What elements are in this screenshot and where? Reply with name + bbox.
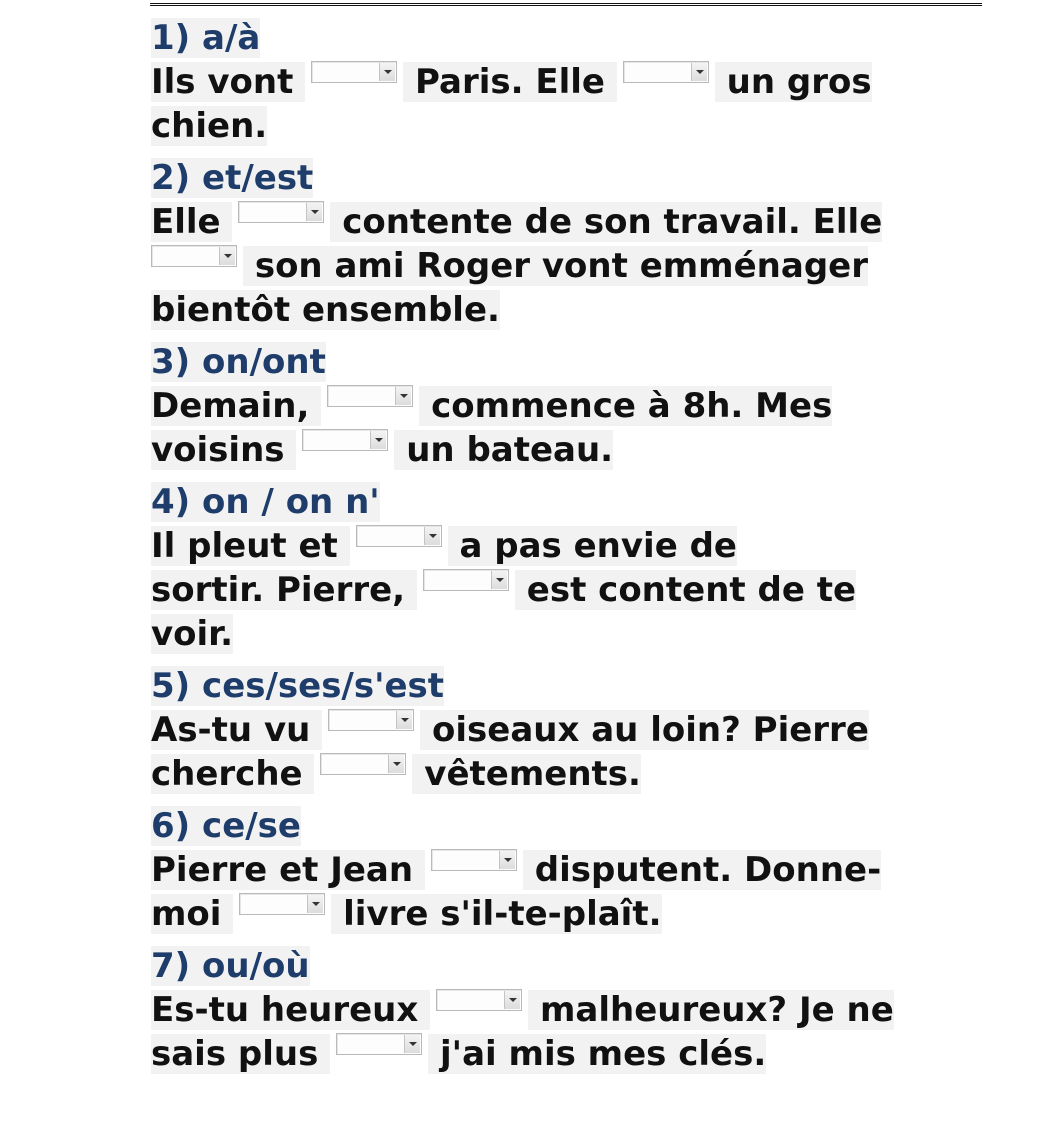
exercise-title [151, 341, 961, 384]
sentence-line [151, 988, 961, 1032]
sentence-text: a pas envie de [447, 526, 737, 566]
sentence-text: voisins [151, 430, 297, 470]
top-rule [150, 0, 982, 6]
sentence-text: voir. [151, 614, 234, 654]
answer-dropdown-2-1[interactable] [238, 201, 324, 223]
answer-dropdown-5-2[interactable] [320, 753, 406, 775]
sentence-text: Demain, [151, 386, 322, 426]
sentence-text: un bateau. [394, 430, 614, 470]
exercise-sentence [151, 384, 961, 472]
sentence-text: Es-tu heureux [151, 990, 431, 1030]
chevron-down-icon[interactable] [404, 1035, 420, 1053]
sentence-line [151, 524, 961, 568]
exercise-sentence [151, 524, 961, 656]
answer-dropdown-6-2[interactable] [239, 893, 325, 915]
answer-dropdown-7-1[interactable] [436, 989, 522, 1011]
answer-dropdown-5-1[interactable] [328, 709, 414, 731]
exercise-title-text: 3) on/ont [151, 342, 326, 382]
sentence-line [151, 384, 961, 428]
chevron-down-icon[interactable] [504, 991, 520, 1009]
answer-dropdown-6-1[interactable] [431, 849, 517, 871]
chevron-down-icon[interactable] [396, 711, 412, 729]
sentence-line [151, 1032, 961, 1076]
exercise-title [151, 17, 961, 60]
sentence-line [151, 708, 961, 752]
chevron-down-icon[interactable] [395, 387, 411, 405]
exercise-2 [151, 157, 961, 332]
exercise-1 [151, 17, 961, 148]
sentence-line [151, 104, 961, 148]
answer-dropdown-2-2[interactable] [151, 245, 237, 267]
exercise-sentence [151, 988, 961, 1076]
sentence-text: commence à 8h. Mes [419, 386, 833, 426]
chevron-down-icon[interactable] [379, 63, 395, 81]
sentence-text: chien. [151, 106, 268, 146]
sentence-text: sortir. Pierre, [151, 570, 417, 610]
sentence-line [151, 288, 961, 332]
sentence-line [151, 60, 961, 104]
answer-dropdown-3-1[interactable] [327, 385, 413, 407]
sentence-text: Elle [151, 202, 233, 242]
exercise-sentence [151, 708, 961, 796]
sentence-text: bientôt ensemble. [151, 290, 500, 330]
sentence-text: cherche [151, 754, 315, 794]
exercise-title [151, 945, 961, 988]
sentence-line [151, 428, 961, 472]
sentence-text: sais plus [151, 1034, 331, 1074]
sentence-text: j'ai mis mes clés. [428, 1034, 767, 1074]
exercise-title-text: 2) et/est [151, 158, 314, 198]
exercise-4 [151, 481, 961, 656]
exercise-title-text: 6) ce/se [151, 806, 301, 846]
sentence-text: disputent. Donne- [522, 850, 882, 890]
sentence-text: oiseaux au loin? Pierre [420, 710, 869, 750]
answer-dropdown-1-2[interactable] [623, 61, 709, 83]
sentence-text: As-tu vu [151, 710, 323, 750]
sentence-text: son ami Roger vont emménager [243, 246, 868, 286]
exercise-title [151, 481, 961, 524]
sentence-line [151, 612, 961, 656]
exercise-title-text: 1) a/à [151, 18, 261, 58]
chevron-down-icon[interactable] [491, 571, 507, 589]
sentence-text: livre s'il-te-plaît. [331, 894, 662, 934]
chevron-down-icon[interactable] [499, 851, 515, 869]
answer-dropdown-4-2[interactable] [423, 569, 509, 591]
chevron-down-icon[interactable] [370, 431, 386, 449]
sentence-text: Ils vont [151, 62, 306, 102]
sentence-text: malheureux? Je ne [528, 990, 894, 1030]
sentence-line [151, 892, 961, 936]
answer-dropdown-1-1[interactable] [311, 61, 397, 83]
exercise-3 [151, 341, 961, 472]
sentence-line [151, 244, 961, 288]
exercise-title-text: 5) ces/ses/s'est [151, 666, 445, 706]
exercise-sentence [151, 848, 961, 936]
exercise-title [151, 157, 961, 200]
exercise-5 [151, 665, 961, 796]
chevron-down-icon[interactable] [306, 203, 322, 221]
sentence-line [151, 568, 961, 612]
sentence-text: vêtements. [412, 754, 641, 794]
sentence-line [151, 200, 961, 244]
sentence-line [151, 848, 961, 892]
sentence-text: Pierre et Jean [151, 850, 425, 890]
exercise-title [151, 665, 961, 708]
exercise-sentence [151, 60, 961, 148]
chevron-down-icon[interactable] [691, 63, 707, 81]
chevron-down-icon[interactable] [424, 527, 440, 545]
answer-dropdown-7-2[interactable] [336, 1033, 422, 1055]
quiz-container [151, 17, 961, 1076]
exercise-title-text: 4) on / on n' [151, 482, 380, 522]
exercise-title-text: 7) ou/où [151, 946, 310, 986]
answer-dropdown-4-1[interactable] [356, 525, 442, 547]
chevron-down-icon[interactable] [219, 247, 235, 265]
sentence-line [151, 752, 961, 796]
sentence-text: contente de son travail. Elle [330, 202, 883, 242]
exercise-7 [151, 945, 961, 1076]
sentence-text: Il pleut et [151, 526, 350, 566]
exercise-title [151, 805, 961, 848]
sentence-text: moi [151, 894, 234, 934]
exercise-6 [151, 805, 961, 936]
sentence-text: est content de te [514, 570, 857, 610]
chevron-down-icon[interactable] [388, 755, 404, 773]
sentence-text: Paris. Elle [403, 62, 617, 102]
sentence-text: un gros [714, 62, 872, 102]
chevron-down-icon[interactable] [307, 895, 323, 913]
answer-dropdown-3-2[interactable] [302, 429, 388, 451]
exercise-sentence [151, 200, 961, 332]
